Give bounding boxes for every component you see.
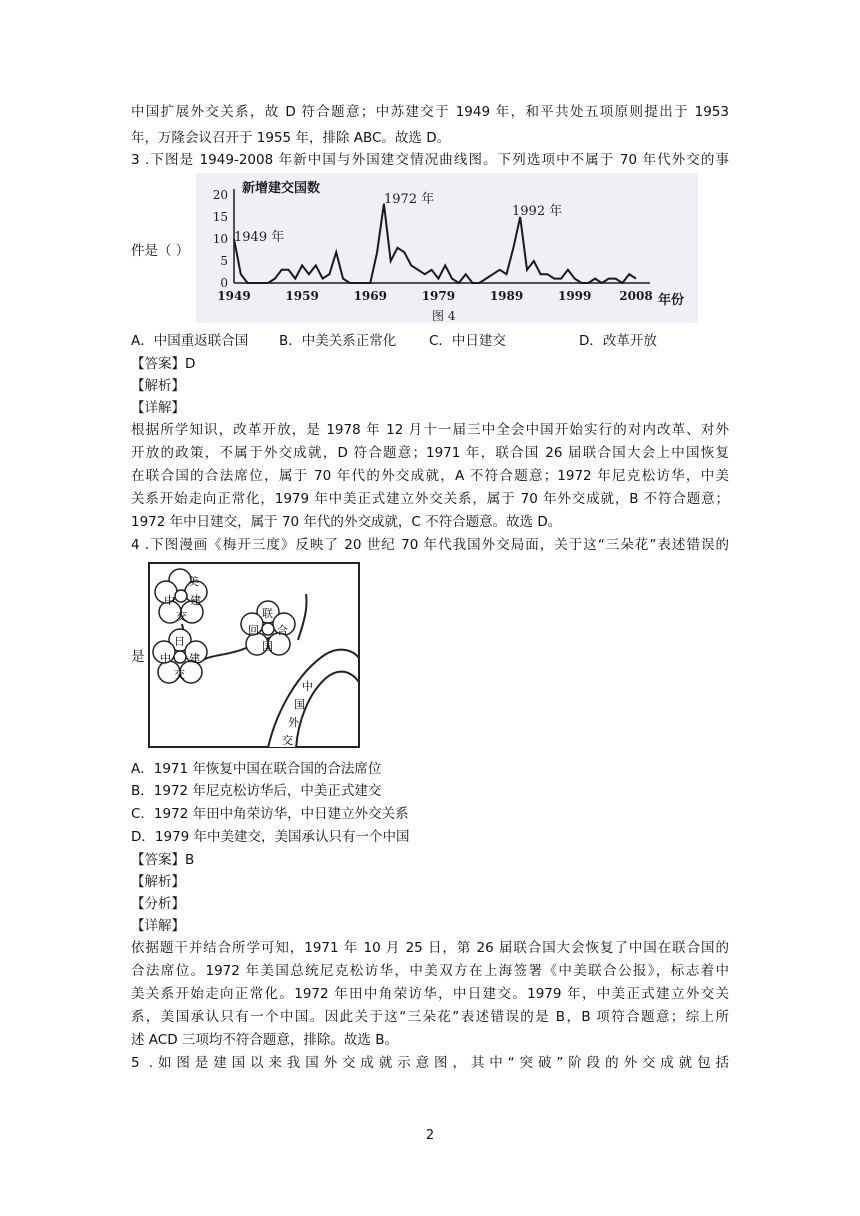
detail-label: 【详解】	[131, 400, 185, 416]
chart-annotation: 1992 年	[512, 204, 563, 219]
option-b: B．中美关系正常化	[279, 333, 397, 349]
text-line: 中国扩展外交关系，故 D 符合题意；中苏建交于 1949 年，和平共处五项原则提出于 1953	[131, 104, 729, 120]
chart-y-tick-label: 10	[212, 232, 228, 246]
chart-caption: 图 4	[432, 309, 456, 323]
question-3-stem: 3 .下图是 1949-2008 年新中国与外国建交情况曲线图。下列选项中不属于 70 年代外交的事	[131, 152, 729, 168]
option-c: C．中日建交	[429, 333, 506, 349]
plum-blossom-comic	[148, 562, 360, 748]
chart-x-tick-label: 1959	[285, 289, 319, 303]
q4-option-d: D．1979 年中美建交，美国承认只有一个中国	[131, 829, 410, 845]
flower-char: 建	[190, 594, 201, 607]
chart-x-tick-label: 1949	[217, 289, 251, 303]
q4-option-b: B．1972 年尼克松访华后，中美正式建交	[131, 783, 382, 799]
flower-char: 交	[174, 668, 185, 681]
analysis-label: 【分析】	[131, 896, 185, 912]
diplomacy-line-chart	[196, 173, 698, 323]
flower-char: 中	[160, 652, 171, 665]
branch-char: 交	[282, 734, 293, 747]
flower-char: 国	[262, 640, 273, 653]
chart-x-tick-label: 1979	[421, 289, 456, 303]
chart-x-tick-label: 2008	[619, 289, 653, 303]
branch-char: 中	[302, 680, 313, 693]
chart-y-tick-label: 20	[212, 188, 228, 202]
chart-title: 新增建交国数	[242, 181, 321, 196]
chart-y-tick-label: 15	[212, 210, 228, 224]
text-line: 是	[131, 649, 145, 665]
flower-char: 中	[164, 594, 175, 607]
text-line: 述 ACD 三项均不符合题意，排除。故选 B。	[131, 1032, 398, 1048]
q4-option-a: A．1971 年恢复中国在联合国的合法席位	[131, 761, 382, 777]
text-line: 美关系开始走向正常化。1972 年田中角荣访华，中日建交。1979 年，中美正式建立外交关	[131, 986, 729, 1002]
text-line: 依据题干并结合所学可知，1971 年 10 月 25 日，第 26 届联合国大会恢复了中国在联合国的	[131, 940, 729, 956]
flower-char: 合	[277, 624, 288, 637]
flower-char: 联	[262, 607, 273, 620]
text-line: 在联合国的合法席位，属于 70 年代的外交成就，A 不符合题意；1972 年尼克松访华，中美	[131, 468, 729, 484]
chart-y-tick-label: 5	[220, 254, 228, 268]
chart-x-tick-label: 1999	[557, 289, 592, 303]
flower-char: 交	[176, 610, 187, 623]
option-a: A．中国重返联合国	[131, 333, 249, 349]
flower-char: 回	[248, 624, 259, 637]
chart-annotation: 1949 年	[234, 230, 285, 245]
chart-annotation: 1972 年	[384, 192, 435, 207]
answer-label: 【答案】B	[131, 852, 195, 868]
chart-x-tick-label: 1989	[489, 289, 524, 303]
flower-char: 美	[188, 575, 199, 588]
chart-axes	[234, 189, 650, 283]
branch-char: 外	[288, 716, 299, 729]
option-d: D．改革开放	[579, 333, 657, 349]
flower-char: 建	[189, 652, 200, 665]
chart-y-tick-label: 0	[220, 276, 228, 290]
text-line: 年，万隆会议召开于 1955 年，排除 ABC。故选 D。	[131, 130, 451, 146]
analysis-label: 【解析】	[131, 874, 185, 890]
chart-xlabel: 年份	[658, 293, 685, 308]
text-line: 开放的政策，不属于外交成就，D 符合题意；1971 年，联合国 26 届联合国大会上中国恢复	[131, 445, 729, 461]
comic-svg	[148, 562, 360, 748]
text-line: 系，美国承认只有一个中国。因此关于这“三朵花”表述错误的是 B，B 项符合题意；综上所	[131, 1009, 729, 1025]
chart-series-line	[234, 204, 636, 283]
chart-x-tick-label: 1969	[353, 289, 387, 303]
text-line: 根据所学知识，改革开放，是 1978 年 12 月十一届三中全会中国开始实行的对内改革、对外	[131, 422, 729, 438]
chart-svg	[196, 173, 698, 323]
text-line: 件是（ ）	[131, 243, 190, 259]
analysis-label: 【解析】	[131, 378, 185, 394]
q4-option-c: C．1972 年田中角荣访华，中日建立外交关系	[131, 806, 409, 822]
question-5-stem: 5 .如图是建国以来我国外交成就示意图，其中“突破”阶段的外交成就包括	[131, 1055, 729, 1071]
detail-label: 【详解】	[131, 918, 185, 934]
answer-label: 【答案】D	[131, 356, 196, 372]
page-number: 2	[425, 1128, 435, 1143]
text-line: 1972 年中日建交，属于 70 年代的外交成就，C 不符合题意。故选 D。	[131, 514, 562, 530]
text-line: 合法席位。1972 年美国总统尼克松访华，中美双方在上海签署《中美联合公报》，标志着中	[131, 963, 729, 979]
branch-char: 国	[294, 698, 305, 711]
text-line: 关系开始走向正常化，1979 年中美正式建立外交关系，属于 70 年外交成就，B 不符合题意；	[131, 491, 729, 507]
flower-char: 日	[174, 635, 185, 648]
question-4-stem: 4 .下图漫画《梅开三度》反映了 20 世纪 70 年代我国外交局面，关于这“三朵花”表述错误的	[131, 537, 729, 553]
